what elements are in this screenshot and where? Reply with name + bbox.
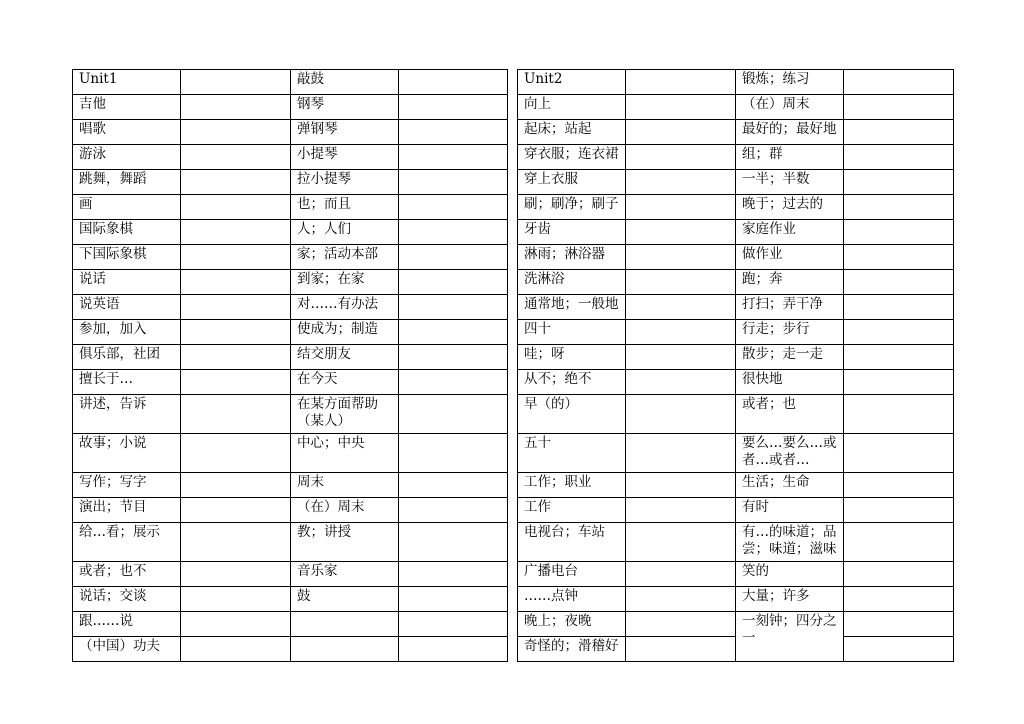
- term-cell: 起床；站起: [518, 120, 626, 145]
- blank-cell: [399, 498, 508, 523]
- term-cell: ……点钟: [518, 587, 626, 612]
- blank-cell: [626, 270, 736, 295]
- term-cell: 晚于；过去的: [736, 195, 844, 220]
- blank-cell: [626, 434, 736, 473]
- term-cell: 跳舞，舞蹈: [73, 170, 181, 195]
- blank-cell: [399, 523, 508, 562]
- term-cell: 参加，加入: [73, 320, 181, 345]
- term-cell: 从不；绝不: [518, 370, 626, 395]
- term-cell: 很快地: [736, 370, 844, 395]
- term-cell: 游泳: [73, 145, 181, 170]
- blank-cell: [181, 395, 291, 434]
- term-cell: 写作；写字: [73, 473, 181, 498]
- term-cell: 四十: [518, 320, 626, 345]
- table-row: [518, 295, 954, 320]
- blank-cell: [626, 473, 736, 498]
- blank-cell: [399, 562, 508, 587]
- term-cell: 周末: [291, 473, 399, 498]
- table-row: [518, 95, 954, 120]
- blank-cell: [626, 320, 736, 345]
- table-row: [518, 245, 954, 270]
- blank-cell: [626, 498, 736, 523]
- table-row: [518, 473, 954, 498]
- term-cell: 晚上；夜晚: [518, 612, 626, 637]
- term-cell: 俱乐部，社团: [73, 345, 181, 370]
- blank-cell: [844, 587, 954, 612]
- table-row: [518, 220, 954, 245]
- blank-cell: [626, 95, 736, 120]
- term-cell: 笑的: [736, 562, 844, 587]
- term-cell: 敲鼓: [291, 70, 399, 95]
- blank-cell: [626, 395, 736, 434]
- term-cell: 或者；也: [736, 395, 844, 434]
- blank-cell: [399, 95, 508, 120]
- table-row: [518, 612, 954, 637]
- term-cell: 家；活动本部: [291, 245, 399, 270]
- term-cell: 最好的；最好地: [736, 120, 844, 145]
- blank-cell: [626, 245, 736, 270]
- table-row: [518, 434, 954, 473]
- table-row: [518, 345, 954, 370]
- blank-cell: [626, 220, 736, 245]
- term-cell: 也；而且: [291, 195, 399, 220]
- blank-cell: [844, 170, 954, 195]
- term-cell: Unit2: [518, 70, 626, 95]
- blank-cell: [626, 120, 736, 145]
- table-row: [518, 270, 954, 295]
- term-cell: 组；群: [736, 145, 844, 170]
- term-cell: 音乐家: [291, 562, 399, 587]
- term-cell: 电视台；车站: [518, 523, 626, 562]
- blank-cell: [181, 320, 291, 345]
- term-cell: 有时: [736, 498, 844, 523]
- table-row: [518, 70, 954, 95]
- term-cell: 说话: [73, 270, 181, 295]
- term-cell: 向上: [518, 95, 626, 120]
- blank-cell: [181, 245, 291, 270]
- unit2-vocab-table: [517, 69, 954, 662]
- term-cell: 做作业: [736, 245, 844, 270]
- table-row: [73, 345, 508, 370]
- blank-cell: [399, 395, 508, 434]
- blank-cell: [844, 345, 954, 370]
- blank-cell: [844, 220, 954, 245]
- table-row: [73, 195, 508, 220]
- blank-cell: [844, 395, 954, 434]
- term-cell: 一刻钟；四分之一: [736, 612, 844, 662]
- blank-cell: [399, 170, 508, 195]
- blank-cell: [844, 295, 954, 320]
- blank-cell: [844, 612, 954, 637]
- term-cell: 早（的）: [518, 395, 626, 434]
- blank-cell: [181, 95, 291, 120]
- blank-cell: [181, 270, 291, 295]
- blank-cell: [181, 434, 291, 473]
- blank-cell: [844, 95, 954, 120]
- blank-cell: [626, 612, 736, 637]
- term-cell: 锻炼；练习: [736, 70, 844, 95]
- blank-cell: [399, 70, 508, 95]
- unit1-vocab-table: [72, 69, 508, 662]
- blank-cell: [844, 145, 954, 170]
- blank-cell: [181, 498, 291, 523]
- term-cell: （中国）功夫: [73, 637, 181, 662]
- blank-cell: [181, 637, 291, 662]
- term-cell: 讲述，告诉: [73, 395, 181, 434]
- term-cell: 要么…要么…或者…或者…: [736, 434, 844, 473]
- blank-cell: [181, 587, 291, 612]
- table-row: [73, 395, 508, 434]
- table-row: [518, 587, 954, 612]
- table-row: [73, 370, 508, 395]
- table-row: [73, 562, 508, 587]
- table-row: [518, 170, 954, 195]
- table-row: [73, 220, 508, 245]
- blank-cell: [844, 120, 954, 145]
- blank-cell: [181, 195, 291, 220]
- blank-cell: [181, 345, 291, 370]
- blank-cell: [399, 270, 508, 295]
- term-cell: 一半；半数: [736, 170, 844, 195]
- blank-cell: [181, 220, 291, 245]
- blank-cell: [399, 295, 508, 320]
- blank-cell: [626, 195, 736, 220]
- term-cell: 下国际象棋: [73, 245, 181, 270]
- term-cell: 散步；走一走: [736, 345, 844, 370]
- blank-cell: [844, 370, 954, 395]
- term-cell: [291, 637, 399, 662]
- blank-cell: [399, 473, 508, 498]
- term-cell: （在）周末: [736, 95, 844, 120]
- term-cell: 通常地；一般地: [518, 295, 626, 320]
- term-cell: [291, 612, 399, 637]
- blank-cell: [181, 473, 291, 498]
- term-cell: 哇；呀: [518, 345, 626, 370]
- blank-cell: [844, 434, 954, 473]
- term-cell: 唱歌: [73, 120, 181, 145]
- term-cell: 淋雨；淋浴器: [518, 245, 626, 270]
- blank-cell: [181, 295, 291, 320]
- table-row: [73, 170, 508, 195]
- table-row: [73, 637, 508, 662]
- term-cell: 擅长于…: [73, 370, 181, 395]
- term-cell: （在）周末: [291, 498, 399, 523]
- table-row: [518, 120, 954, 145]
- blank-cell: [399, 637, 508, 662]
- term-cell: 说英语: [73, 295, 181, 320]
- blank-cell: [399, 370, 508, 395]
- blank-cell: [181, 170, 291, 195]
- blank-cell: [626, 170, 736, 195]
- term-cell: 画: [73, 195, 181, 220]
- term-cell: 穿衣服；连衣裙: [518, 145, 626, 170]
- blank-cell: [399, 612, 508, 637]
- blank-cell: [844, 562, 954, 587]
- term-cell: 人；人们: [291, 220, 399, 245]
- table-row: [73, 320, 508, 345]
- blank-cell: [844, 320, 954, 345]
- table-row: [73, 120, 508, 145]
- term-cell: 对……有办法: [291, 295, 399, 320]
- blank-cell: [626, 295, 736, 320]
- blank-cell: [181, 370, 291, 395]
- term-cell: 演出；节目: [73, 498, 181, 523]
- term-cell: 吉他: [73, 95, 181, 120]
- term-cell: 穿上衣服: [518, 170, 626, 195]
- blank-cell: [399, 220, 508, 245]
- table-row: [73, 245, 508, 270]
- table-row: [73, 612, 508, 637]
- term-cell: 行走；步行: [736, 320, 844, 345]
- blank-cell: [399, 320, 508, 345]
- term-cell: Unit1: [73, 70, 181, 95]
- blank-cell: [399, 195, 508, 220]
- table-row: [73, 145, 508, 170]
- blank-cell: [844, 70, 954, 95]
- term-cell: 给…看；展示: [73, 523, 181, 562]
- blank-cell: [399, 345, 508, 370]
- term-cell: 打扫；弄干净: [736, 295, 844, 320]
- table-row: [518, 145, 954, 170]
- table-row: [518, 523, 954, 562]
- blank-cell: [181, 612, 291, 637]
- term-cell: 弹钢琴: [291, 120, 399, 145]
- term-cell: 工作；职业: [518, 473, 626, 498]
- blank-cell: [181, 523, 291, 562]
- blank-cell: [626, 370, 736, 395]
- blank-cell: [844, 498, 954, 523]
- blank-cell: [844, 637, 954, 662]
- table-row: [73, 587, 508, 612]
- table-row: [73, 523, 508, 562]
- table-row: [518, 395, 954, 434]
- term-cell: 国际象棋: [73, 220, 181, 245]
- table-row: [73, 473, 508, 498]
- blank-cell: [399, 587, 508, 612]
- table-row: [73, 70, 508, 95]
- term-cell: 到家；在家: [291, 270, 399, 295]
- blank-cell: [626, 637, 736, 662]
- table-row: [518, 370, 954, 395]
- table-row: [518, 498, 954, 523]
- blank-cell: [844, 245, 954, 270]
- table-row: [73, 434, 508, 473]
- blank-cell: [399, 434, 508, 473]
- term-cell: 在今天: [291, 370, 399, 395]
- term-cell: 有…的味道；品尝；味道；滋味: [736, 523, 844, 562]
- term-cell: 小提琴: [291, 145, 399, 170]
- term-cell: 教；讲授: [291, 523, 399, 562]
- blank-cell: [844, 270, 954, 295]
- term-cell: 五十: [518, 434, 626, 473]
- term-cell: 跟……说: [73, 612, 181, 637]
- term-cell: 拉小提琴: [291, 170, 399, 195]
- term-cell: 刷；刷净；刷子: [518, 195, 626, 220]
- term-cell: 中心；中央: [291, 434, 399, 473]
- blank-cell: [181, 562, 291, 587]
- blank-cell: [399, 145, 508, 170]
- blank-cell: [626, 145, 736, 170]
- term-cell: 广播电台: [518, 562, 626, 587]
- term-cell: 跑；奔: [736, 270, 844, 295]
- blank-cell: [399, 120, 508, 145]
- term-cell: 奇怪的；滑稽好: [518, 637, 626, 662]
- term-cell: 在某方面帮助（某人）: [291, 395, 399, 434]
- term-cell: 钢琴: [291, 95, 399, 120]
- blank-cell: [626, 70, 736, 95]
- term-cell: 生活；生命: [736, 473, 844, 498]
- blank-cell: [844, 523, 954, 562]
- table-row: [73, 270, 508, 295]
- term-cell: 故事；小说: [73, 434, 181, 473]
- blank-cell: [399, 245, 508, 270]
- table-row: [73, 295, 508, 320]
- blank-cell: [844, 473, 954, 498]
- term-cell: 鼓: [291, 587, 399, 612]
- blank-cell: [181, 145, 291, 170]
- blank-cell: [181, 70, 291, 95]
- blank-cell: [626, 562, 736, 587]
- table-row: [73, 95, 508, 120]
- term-cell: 说话；交谈: [73, 587, 181, 612]
- table-row: [518, 320, 954, 345]
- term-cell: 工作: [518, 498, 626, 523]
- term-cell: 牙齿: [518, 220, 626, 245]
- term-cell: 或者；也不: [73, 562, 181, 587]
- term-cell: 结交朋友: [291, 345, 399, 370]
- term-cell: 洗淋浴: [518, 270, 626, 295]
- term-cell: 大量；许多: [736, 587, 844, 612]
- blank-cell: [626, 523, 736, 562]
- blank-cell: [181, 120, 291, 145]
- term-cell: 使成为；制造: [291, 320, 399, 345]
- blank-cell: [626, 587, 736, 612]
- table-row: [73, 498, 508, 523]
- term-cell: 家庭作业: [736, 220, 844, 245]
- blank-cell: [626, 345, 736, 370]
- table-row: [518, 562, 954, 587]
- blank-cell: [844, 195, 954, 220]
- table-row: [518, 195, 954, 220]
